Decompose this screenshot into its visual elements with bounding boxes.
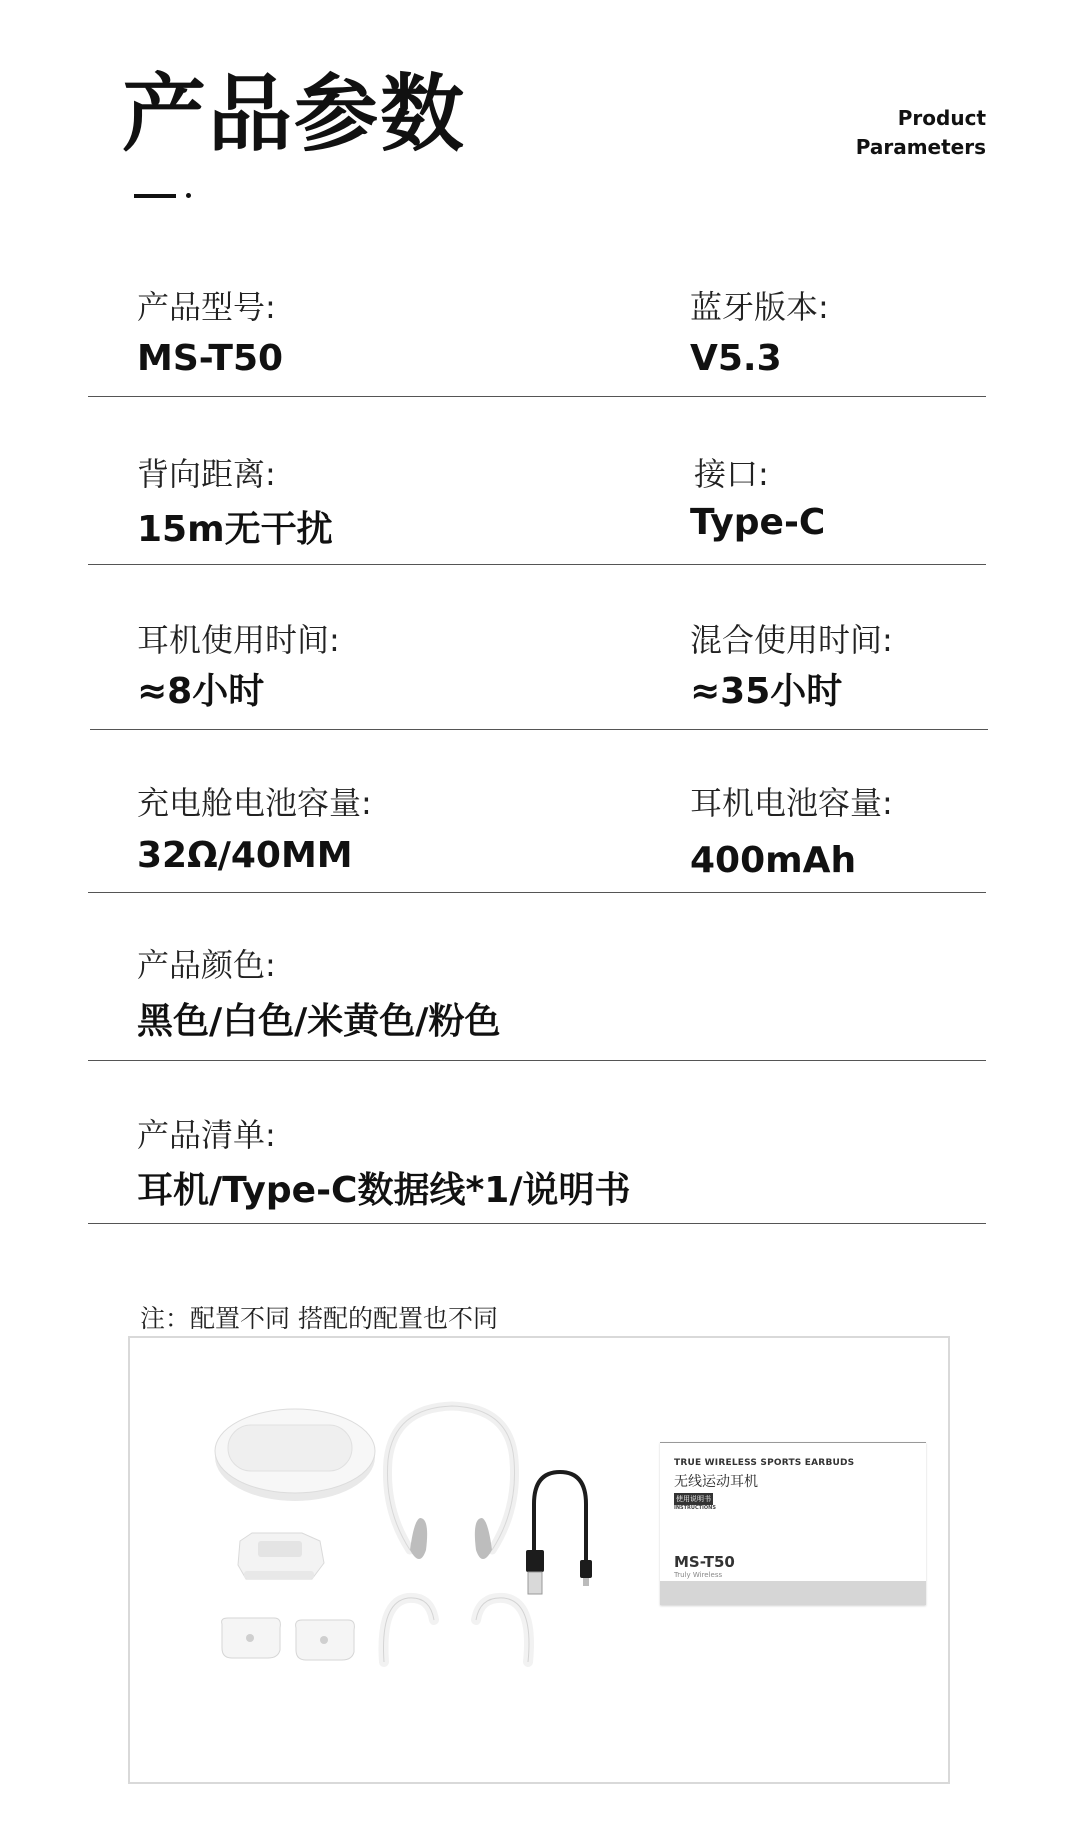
title-underline [134, 194, 176, 198]
page-subtitle [856, 104, 986, 162]
spec-value-package: 耳机/Type-C数据线*1/说明书 [137, 1170, 631, 1211]
manual-model: MS-T50 [674, 1553, 735, 1571]
manual-badge: 使用说明书 [676, 1495, 711, 1503]
divider [90, 729, 988, 730]
spec-value-bluetooth: V5.3 [690, 338, 782, 379]
neckband-earphones-image [380, 1400, 530, 1580]
usb-c-cable-image [520, 1464, 600, 1604]
divider [88, 1223, 986, 1224]
spec-label-range: 背向距离: [137, 455, 276, 493]
spec-label-bluetooth: 蓝牙版本: [690, 288, 829, 326]
spec-label-earbud-battery: 耳机电池容量: [690, 784, 893, 822]
spec-label-earbud-time: 耳机使用时间: [137, 621, 340, 659]
spec-value-range: 15m无干扰 [137, 509, 333, 550]
config-note: 注：配置不同 搭配的配置也不同 [140, 1304, 498, 1333]
divider [88, 892, 986, 893]
subtitle-line-1: Product [897, 106, 986, 130]
spec-label-package: 产品清单: [137, 1116, 276, 1154]
spec-value-colors: 黑色/白色/米黄色/粉色 [137, 1001, 501, 1042]
manual-title-en: TRUE WIRELESS SPORTS EARBUDS [674, 1458, 855, 1468]
spec-value-mixed-time: ≈35小时 [690, 671, 843, 712]
earbud-pod-left-image [216, 1614, 286, 1662]
spec-value-earbud-battery: 400mAh [690, 840, 857, 881]
spec-value-case-battery: 32Ω/40MM [137, 835, 353, 876]
title-underline-dot [186, 193, 191, 198]
earbud-pod-right-image [290, 1616, 360, 1664]
spec-label-colors: 产品颜色: [137, 946, 276, 984]
subtitle-line-2: Parameters [855, 135, 986, 159]
manual-instructions: INSTRUCTIONS [674, 1505, 716, 1511]
spec-label-port: 接口: [694, 455, 769, 493]
spec-label-mixed-time: 混合使用时间: [690, 621, 893, 659]
divider [88, 1060, 986, 1061]
instruction-manual [660, 1442, 926, 1605]
divider [88, 396, 986, 397]
ear-hooks-image [378, 1590, 538, 1670]
spec-value-model: MS-T50 [137, 338, 284, 379]
manual-title-cn: 无线运动耳机 [674, 1474, 758, 1490]
charging-case-image [210, 1405, 380, 1505]
charging-cradle-image [232, 1527, 332, 1587]
spec-label-case-battery: 充电舱电池容量: [137, 784, 372, 822]
divider [88, 564, 986, 565]
manual-stripe [660, 1581, 926, 1605]
spec-value-earbud-time: ≈8小时 [137, 671, 265, 712]
page-title: 产品参数 [122, 65, 467, 163]
spec-value-port: Type-C [690, 502, 826, 543]
spec-label-model: 产品型号: [137, 288, 276, 326]
manual-tagline: Truly Wireless [674, 1571, 723, 1579]
